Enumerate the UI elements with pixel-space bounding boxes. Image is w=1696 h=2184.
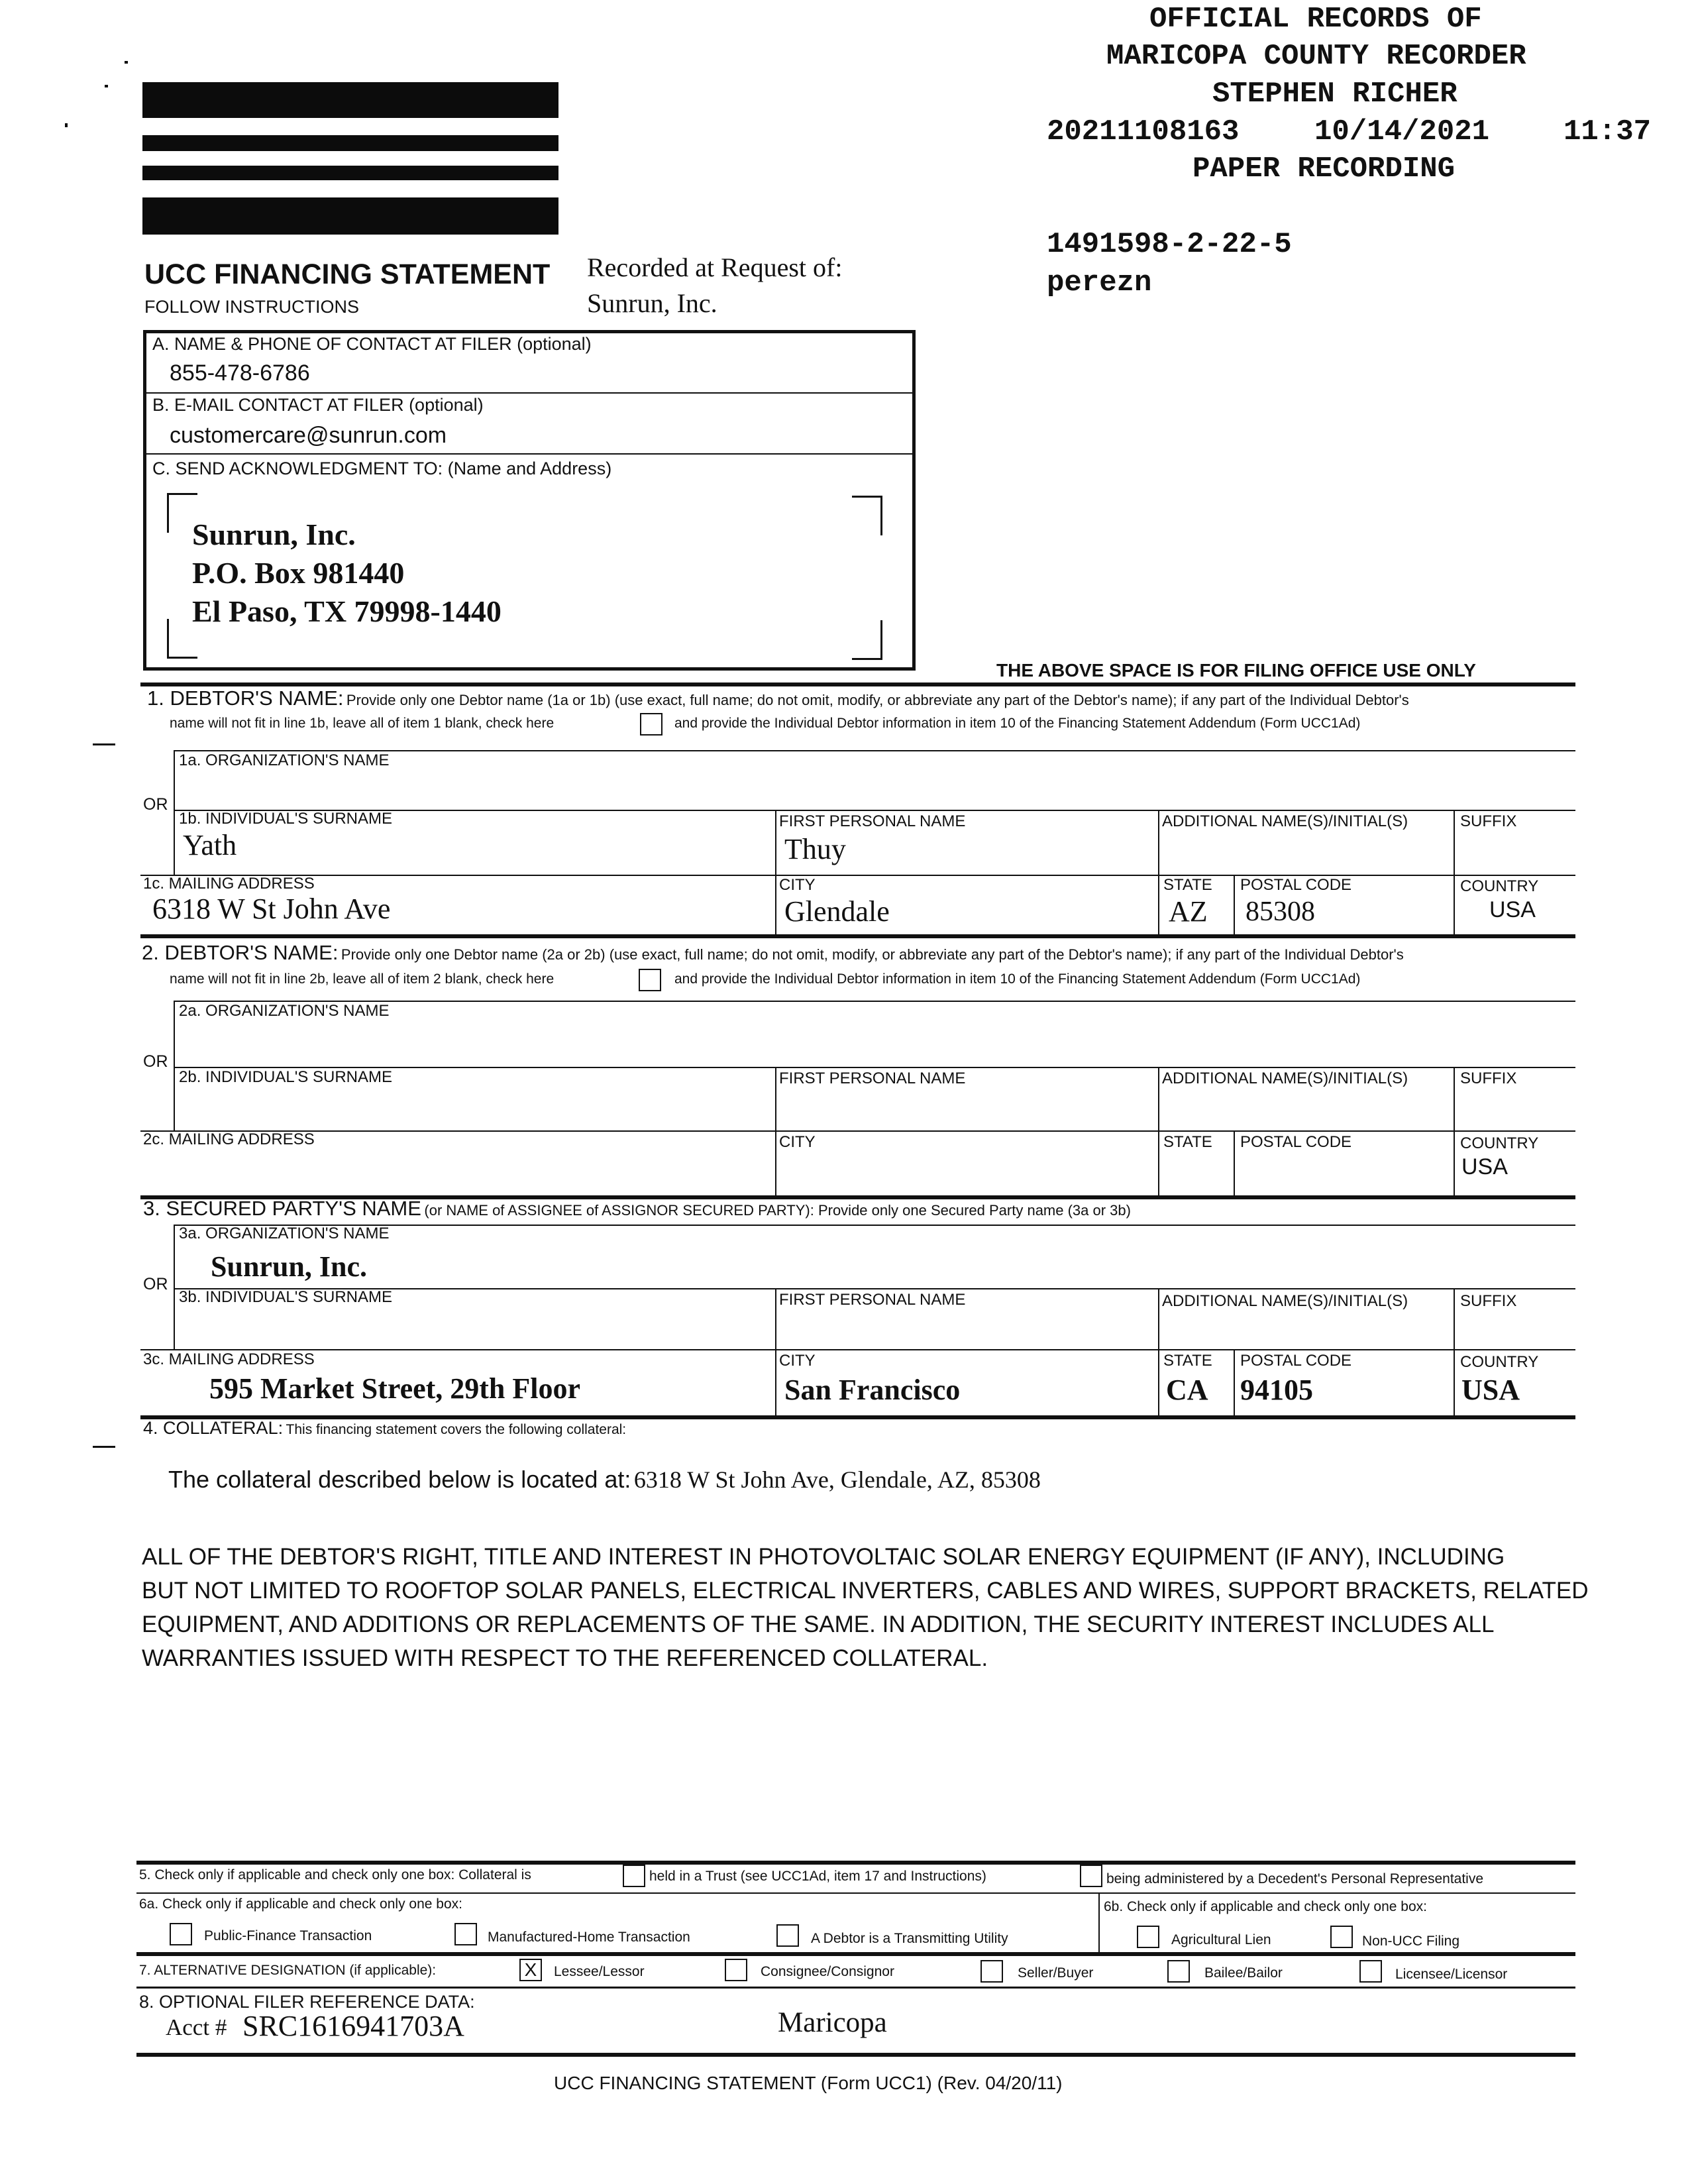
redaction-bar	[142, 82, 558, 118]
consignee-option: Consignee/Consignor	[761, 1964, 894, 1979]
contact-a-label: A. NAME & PHONE OF CONTACT AT FILER (optional)	[152, 334, 592, 354]
collateral-heading-note: This financing statement covers the following collateral:	[286, 1422, 627, 1437]
recorder-line2: MARICOPA COUNTY RECORDER	[1106, 40, 1526, 73]
divider	[1158, 1288, 1159, 1418]
secured-heading: 3. SECURED PARTY'S NAME	[143, 1197, 421, 1220]
recorder-clerk: perezn	[1047, 266, 1152, 300]
redaction-bar	[142, 166, 558, 180]
recorded-request-label: Recorded at Request of:	[587, 252, 843, 282]
ack-address2: El Paso, TX 79998-1440	[192, 594, 502, 628]
scan-speck	[125, 61, 128, 64]
debtor1-state: AZ	[1169, 895, 1208, 928]
divider	[1454, 810, 1455, 934]
acct-number: SRC1616941703A	[242, 2010, 464, 2042]
recorder-number: 20211108163	[1047, 115, 1240, 148]
divider	[140, 875, 1575, 876]
debtor2-addendum-checkbox[interactable]	[639, 969, 661, 991]
section-rule	[136, 1861, 1575, 1865]
recorder-line5: PAPER RECORDING	[1192, 152, 1456, 186]
debtor2-state-label: STATE	[1163, 1133, 1212, 1151]
recorded-request-name: Sunrun, Inc.	[587, 288, 717, 318]
collateral-para-line3: EQUIPMENT, AND ADDITIONS OR REPLACEMENTS OF THE SAME. IN ADDITION, THE SECURITY INTEREST INCLUDES ALL	[142, 1611, 1495, 1637]
secured-org-name: Sunrun, Inc.	[211, 1250, 368, 1283]
divider	[174, 1001, 175, 1132]
ack-address1: P.O. Box 981440	[192, 556, 405, 590]
divider	[1234, 875, 1235, 934]
seller-buyer-option: Seller/Buyer	[1018, 1965, 1094, 1981]
section-rule	[136, 2053, 1575, 2057]
debtor1-heading-line	[147, 686, 1409, 710]
collateral-para-line1: ALL OF THE DEBTOR'S RIGHT, TITLE AND INTEREST IN PHOTOVOLTAIC SOLAR ENERGY EQUIPMENT (IF ANY), INCLUDING	[142, 1544, 1505, 1570]
debtor1-addl-label: ADDITIONAL NAME(S)/INITIAL(S)	[1162, 812, 1408, 830]
recorder-date: 10/14/2021	[1314, 115, 1490, 148]
section7-label: 7. ALTERNATIVE DESIGNATION (if applicable):	[139, 1963, 437, 1978]
secured-country: USA	[1461, 1374, 1520, 1406]
divider	[140, 1130, 1575, 1132]
acct-label: Acct #	[166, 2014, 227, 2040]
secured-org-label: 3a. ORGANIZATION'S NAME	[179, 1225, 390, 1242]
divider	[1098, 1892, 1100, 1953]
secured-mailing-address: 595 Market Street, 29th Floor	[209, 1372, 581, 1405]
address-bracket-br	[852, 620, 882, 660]
contact-email: customercare@sunrun.com	[170, 423, 447, 448]
secured-state-label: STATE	[1163, 1352, 1212, 1370]
divider	[775, 810, 776, 934]
debtor1-org-label: 1a. ORGANIZATION'S NAME	[179, 751, 390, 769]
collateral-location-label: The collateral described below is located at:	[168, 1466, 631, 1493]
contact-b-label: B. E-MAIL CONTACT AT FILER (optional)	[152, 395, 484, 415]
debtor2-or: OR	[143, 1052, 168, 1071]
divider	[1158, 1067, 1159, 1197]
debtor2-first-label: FIRST PERSONAL NAME	[779, 1069, 966, 1087]
recorder-ref: 1491598-2-22-5	[1047, 228, 1292, 261]
secured-suffix-label: SUFFIX	[1460, 1292, 1517, 1310]
form-footer: UCC FINANCING STATEMENT (Form UCC1) (Rev. 04/20/11)	[554, 2073, 1063, 2093]
recorder-time: 11:37	[1564, 115, 1652, 148]
divider	[174, 750, 175, 875]
scan-speck	[65, 123, 68, 127]
secured-surname-label: 3b. INDIVIDUAL'S SURNAME	[179, 1288, 392, 1306]
trust-option: held in a Trust (see UCC1Ad, item 17 and Instructions)	[649, 1869, 986, 1884]
secured-postal-code: 94105	[1240, 1374, 1313, 1406]
debtor1-instructions-b1: name will not fit in line 1b, leave all of item 1 blank, check here	[170, 716, 555, 731]
manufactured-home-option: Manufactured-Home Transaction	[488, 1930, 690, 1945]
redaction-bar	[142, 197, 558, 235]
debtor1-surname: Yath	[183, 829, 237, 861]
divider	[174, 1225, 175, 1350]
debtor2-country: USA	[1461, 1154, 1508, 1179]
county-name: Maricopa	[778, 2007, 887, 2038]
non-ucc-option: Non-UCC Filing	[1362, 1934, 1460, 1949]
section5-label: 5. Check only if applicable and check only one box: Collateral is	[139, 1867, 531, 1883]
secured-state: CA	[1166, 1374, 1208, 1406]
public-finance-checkbox[interactable]	[170, 1923, 192, 1945]
ack-name: Sunrun, Inc.	[192, 518, 356, 551]
section6a-label: 6a. Check only if applicable and check only one box:	[139, 1896, 462, 1912]
debtor1-addendum-checkbox[interactable]	[640, 713, 662, 736]
debtor1-surname-label: 1b. INDIVIDUAL'S SURNAME	[179, 810, 392, 828]
debtor1-suffix-label: SUFFIX	[1460, 812, 1517, 830]
bailee-bailor-option: Bailee/Bailor	[1204, 1965, 1283, 1981]
transmitting-utility-option: A Debtor is a Transmitting Utility	[811, 1931, 1008, 1946]
divider	[775, 1288, 776, 1418]
collateral-location-line	[168, 1466, 1041, 1494]
address-bracket-tr	[852, 496, 882, 535]
secured-country-label: COUNTRY	[1460, 1353, 1539, 1371]
divider	[1454, 1288, 1455, 1418]
licensee-licensor-checkbox[interactable]	[1359, 1960, 1382, 1983]
consignee-checkbox[interactable]	[725, 1959, 747, 1981]
debtor2-heading: 2. DEBTOR'S NAME:	[142, 941, 339, 964]
debtor1-mail-label: 1c. MAILING ADDRESS	[143, 875, 315, 893]
collateral-heading: 4. COLLATERAL:	[143, 1418, 284, 1438]
debtor2-country-label: COUNTRY	[1460, 1134, 1539, 1152]
public-finance-option: Public-Finance Transaction	[204, 1928, 372, 1943]
secured-first-label: FIRST PERSONAL NAME	[779, 1291, 966, 1309]
debtor2-org-label: 2a. ORGANIZATION'S NAME	[179, 1002, 390, 1020]
non-ucc-checkbox[interactable]	[1330, 1926, 1353, 1948]
divider	[143, 453, 916, 455]
collateral-para-line4: WARRANTIES ISSUED WITH RESPECT TO THE REFERENCED COLLATERAL.	[142, 1645, 988, 1671]
seller-buyer-checkbox[interactable]	[980, 1960, 1003, 1983]
secured-or: OR	[143, 1275, 168, 1293]
manufactured-home-checkbox[interactable]	[454, 1923, 477, 1945]
scan-speck	[105, 85, 108, 87]
debtor1-mailing-address: 6318 W St John Ave	[152, 893, 391, 925]
margin-tick	[93, 743, 115, 745]
lessee-lessor-option: Lessee/Lessor	[554, 1964, 645, 1979]
form-subtitle: FOLLOW INSTRUCTIONS	[144, 297, 360, 317]
secured-heading-note: (or NAME of ASSIGNEE of ASSIGNOR SECURED PARTY): Provide only one Secured Party name (3a or 3b)	[424, 1202, 1131, 1219]
divider	[1158, 810, 1159, 934]
lessee-lessor-checkbox[interactable]: X	[519, 1959, 542, 1981]
contact-c-label: C. SEND ACKNOWLEDGMENT TO: (Name and Address)	[152, 459, 612, 478]
divider	[143, 392, 916, 394]
secured-mail-label: 3c. MAILING ADDRESS	[143, 1350, 315, 1368]
section6b-label: 6b. Check only if applicable and check only one box:	[1104, 1899, 1427, 1914]
margin-tick	[93, 1446, 115, 1448]
debtor1-country: USA	[1489, 897, 1536, 922]
divider	[140, 1349, 1575, 1350]
debtor2-instructions-b2: and provide the Individual Debtor information in item 10 of the Financing Statement Addendum (Form UCC1Ad)	[674, 971, 1361, 987]
collateral-location-value: 6318 W St John Ave, Glendale, AZ, 85308	[633, 1466, 1041, 1493]
section-rule	[136, 1952, 1575, 1956]
debtor2-surname-label: 2b. INDIVIDUAL'S SURNAME	[179, 1068, 392, 1086]
licensee-licensor-option: Licensee/Licensor	[1395, 1967, 1508, 1982]
debtor1-city: Glendale	[784, 895, 890, 928]
debtor2-instructions-a: Provide only one Debtor name (2a or 2b) (use exact, full name; do not omit, modify, or abbreviate any part of the Debtor's name); if any part of the Individual Debtor's	[341, 946, 1404, 963]
divider	[136, 1987, 1575, 1989]
debtor2-heading-line	[142, 941, 1404, 965]
divider	[1234, 1130, 1235, 1197]
debtor1-heading: 1. DEBTOR'S NAME:	[147, 686, 344, 710]
debtor2-postal-label: POSTAL CODE	[1240, 1133, 1352, 1151]
debtor1-instructions-b2: and provide the Individual Debtor information in item 10 of the Financing Statement Addendum (Form UCC1Ad)	[674, 716, 1361, 731]
secured-city: San Francisco	[784, 1374, 961, 1406]
debtor2-instructions-b1: name will not fit in line 2b, leave all of item 2 blank, check here	[170, 971, 555, 987]
secured-city-label: CITY	[779, 1352, 816, 1370]
divider	[775, 1067, 776, 1197]
decedent-option: being administered by a Decedent's Personal Representative	[1106, 1871, 1484, 1886]
debtor1-postal-label: POSTAL CODE	[1240, 876, 1352, 894]
secured-addl-label: ADDITIONAL NAME(S)/INITIAL(S)	[1162, 1292, 1408, 1310]
debtor1-state-label: STATE	[1163, 876, 1212, 894]
debtor2-city-label: CITY	[779, 1133, 816, 1151]
collateral-heading-line	[143, 1418, 626, 1439]
divider	[136, 1892, 1575, 1894]
recorder-line1: OFFICIAL RECORDS OF	[1149, 3, 1482, 36]
filing-office-note: THE ABOVE SPACE IS FOR FILING OFFICE USE ONLY	[996, 660, 1476, 681]
secured-postal-label: POSTAL CODE	[1240, 1352, 1352, 1370]
recorder-line3: STEPHEN RICHER	[1212, 78, 1458, 111]
form-title: UCC FINANCING STATEMENT	[144, 258, 551, 290]
contact-phone: 855-478-6786	[170, 360, 310, 386]
transmitting-utility-checkbox[interactable]	[776, 1924, 799, 1947]
bailee-bailor-checkbox[interactable]	[1167, 1960, 1190, 1983]
debtor1-postal-code: 85308	[1246, 897, 1315, 927]
secured-heading-line	[143, 1197, 1131, 1221]
debtor2-suffix-label: SUFFIX	[1460, 1069, 1517, 1087]
debtor1-or: OR	[143, 795, 168, 814]
redaction-bar	[142, 135, 558, 151]
collateral-para-line2: BUT NOT LIMITED TO ROOFTOP SOLAR PANELS, ELECTRICAL INVERTERS, CABLES AND WIRES, SUPPORT BRACKETS, RELATED	[142, 1578, 1589, 1604]
section-rule	[140, 934, 1575, 938]
debtor1-first-name: Thuy	[784, 833, 846, 865]
agricultural-lien-option: Agricultural Lien	[1171, 1932, 1271, 1947]
divider	[1234, 1349, 1235, 1418]
debtor2-mail-label: 2c. MAILING ADDRESS	[143, 1130, 315, 1148]
decedent-checkbox[interactable]	[1080, 1865, 1102, 1887]
debtor1-instructions-a: Provide only one Debtor name (1a or 1b) (use exact, full name; do not omit, modify, or abbreviate any part of the Debtor's name); if any part of the Individual Debtor's	[346, 692, 1409, 708]
trust-checkbox[interactable]	[623, 1865, 645, 1887]
debtor2-addl-label: ADDITIONAL NAME(S)/INITIAL(S)	[1162, 1069, 1408, 1087]
section8-label: 8. OPTIONAL FILER REFERENCE DATA:	[139, 1992, 475, 2012]
debtor1-city-label: CITY	[779, 876, 816, 894]
agricultural-lien-checkbox[interactable]	[1137, 1926, 1159, 1948]
debtor1-first-label: FIRST PERSONAL NAME	[779, 812, 966, 830]
divider	[1454, 1067, 1455, 1197]
debtor1-country-label: COUNTRY	[1460, 877, 1539, 895]
